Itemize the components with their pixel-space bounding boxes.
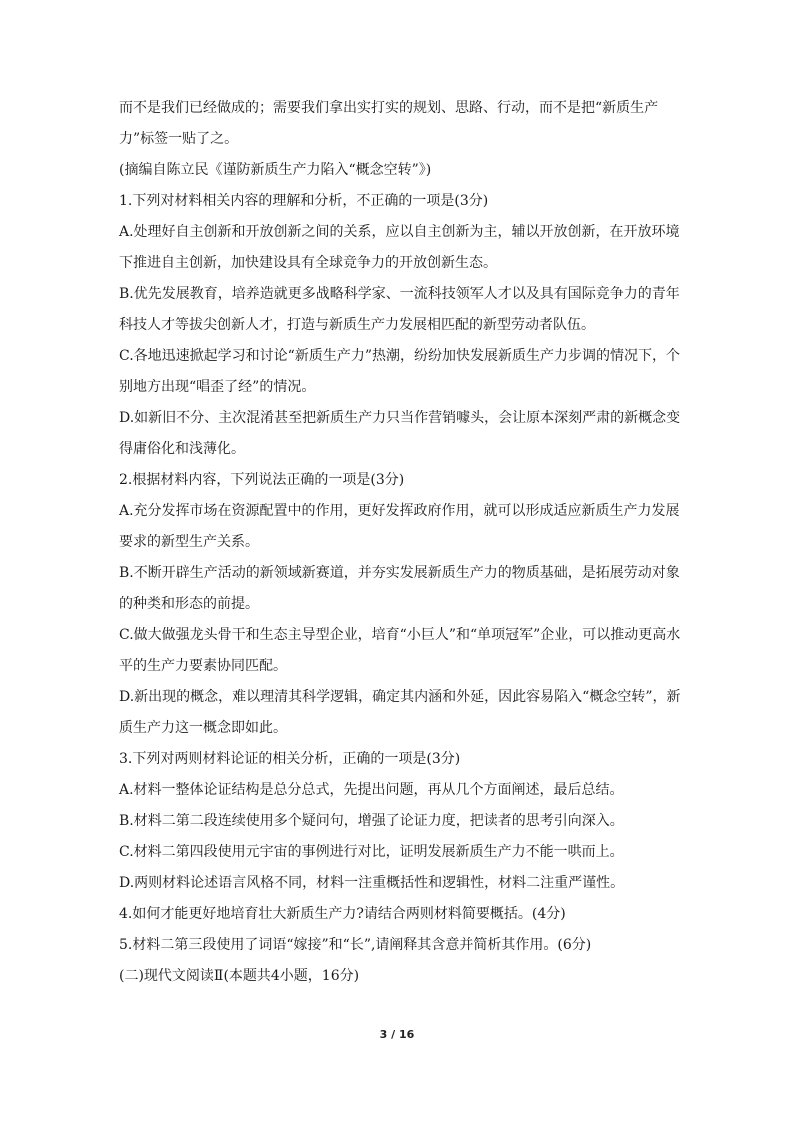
question-3-option-b: B.材料二第二段连续使用多个疑问句，增强了论证力度，把读者的思考引向深入。 (119, 813, 624, 829)
document-body (119, 93, 681, 992)
question-2-option-c: C.做大做强龙头骨干和生态主导型企业，培育“小巨人”和“单项冠军”企业，可以推动更高水平的生产力要素协同匹配。 (119, 627, 681, 674)
question-2-option-b: B.不断开辟生产活动的新领域新赛道，并夯实发展新质生产力的物质基础，是拓展劳动对象的种类和形态的前提。 (119, 565, 680, 612)
question-3-stem: 3.下列对两则材料论证的相关分析，正确的一项是(3分) (119, 751, 461, 767)
question-2-option-a: A.充分发挥市场在资源配置中的作用，更好发挥政府作用，就可以形成适应新质生产力发展要求的新型生产关系。 (119, 503, 680, 550)
question-1-option-d: D.如新旧不分、主次混淆甚至把新质生产力只当作营销噱头，会让原本深刻严肃的新概念变得庸俗化和浅薄化。 (119, 410, 681, 457)
section-heading: (二)现代文阅读Ⅱ(本题共4小题，16分) (119, 968, 360, 984)
question-3-option-c: C.材料二第四段使用元宇宙的事例进行对比，证明发展新质生产力不能一哄而上。 (119, 844, 624, 860)
question-1-option-a: A.处理好自主创新和开放创新之间的关系，应以自主创新为主，辅以开放创新，在开放环境下推进自主创新，加快建设具有全球竞争力的开放创新生态。 (119, 224, 680, 271)
question-1-stem: 1.下列对材料相关内容的理解和分析，不正确的一项是(3分) (119, 193, 489, 209)
page-number: 3 / 16 (379, 1028, 415, 1041)
source-citation: (摘编自陈立民《谨防新质生产力陷入“概念空转”》) (119, 162, 432, 178)
paragraph-intro-end: 而不是我们已经做成的；需要我们拿出实打实的规划、思路、行动，而不是把“新质生产力”标签一贴了之。 (119, 100, 659, 147)
question-3-option-a: A.材料一整体论证结构是总分总式，先提出问题，再从几个方面阐述，最后总结。 (119, 782, 624, 798)
question-2-option-d: D.新出现的概念，难以理清其科学逻辑，确定其内涵和外延，因此容易陷入“概念空转”，新质生产力这一概念即如此。 (119, 689, 681, 736)
question-1-option-c: C.各地迅速掀起学习和讨论“新质生产力”热潮，纷纷加快发展新质生产力步调的情况下，个别地方出现“唱歪了经”的情况。 (119, 348, 680, 395)
question-2-stem: 2.根据材料内容，下列说法正确的一项是(3分) (119, 472, 405, 488)
question-1-option-b: B.优先发展教育，培养造就更多战略科学家、一流科技领军人才以及具有国际竞争力的青年科技人才等拔尖创新人才，打造与新质生产力发展相匹配的新型劳动者队伍。 (119, 286, 680, 333)
question-4: 4.如何才能更好地培育壮大新质生产力?请结合两则材料简要概括。(4分) (119, 906, 566, 922)
question-3-option-d: D.两则材料论述语言风格不同，材料一注重概括性和逻辑性，材料二注重严谨性。 (119, 875, 625, 891)
question-5: 5.材料二第三段使用了词语“嫁接”和“长”,请阐释其含意并简析其作用。(6分) (119, 937, 592, 953)
